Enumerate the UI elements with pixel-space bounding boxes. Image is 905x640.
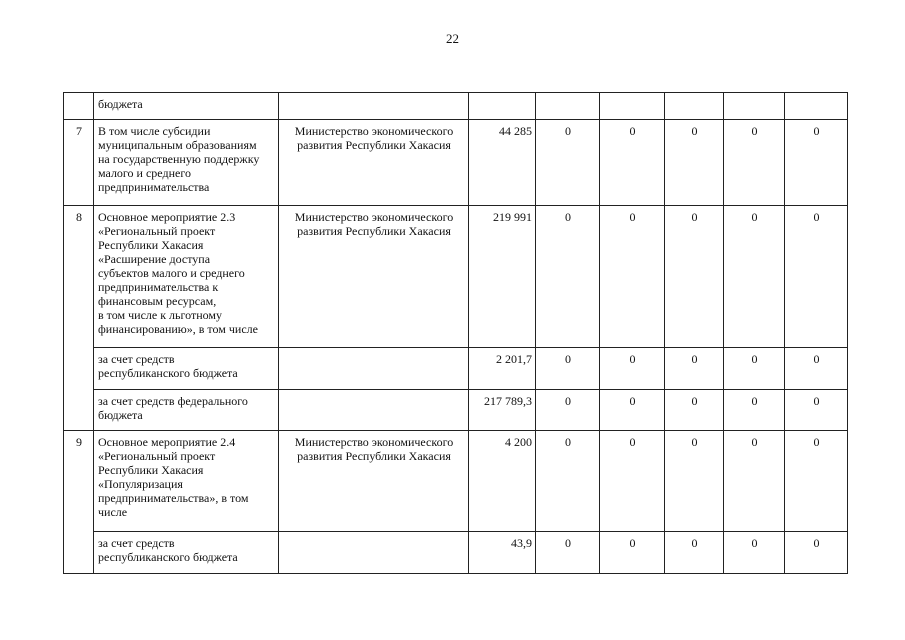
- value-cell: 0: [600, 348, 665, 390]
- value-cell: 0: [724, 206, 785, 348]
- value-cell: 0: [665, 120, 724, 206]
- value-cell: 0: [536, 206, 600, 348]
- value-cell: [665, 93, 724, 120]
- table-row: [64, 431, 848, 532]
- value-cell: 0: [665, 348, 724, 390]
- row-description: бюджета: [94, 93, 279, 120]
- row-executor: Министерство экономического развития Республики Хакасия: [279, 120, 469, 206]
- value-cell: 0: [536, 348, 600, 390]
- value-cell: 4 200: [469, 431, 536, 532]
- value-cell: 0: [724, 390, 785, 431]
- value-cell: 0: [600, 120, 665, 206]
- value-cell: 219 991: [469, 206, 536, 348]
- value-cell: 0: [600, 206, 665, 348]
- table-row: [64, 532, 848, 574]
- row-number: 9: [64, 431, 94, 574]
- table-row: [64, 390, 848, 431]
- value-cell: 0: [536, 390, 600, 431]
- value-cell: 43,9: [469, 532, 536, 574]
- value-cell: 0: [665, 532, 724, 574]
- value-cell: 0: [536, 120, 600, 206]
- row-executor: [279, 532, 469, 574]
- row-number: [64, 93, 94, 120]
- value-cell: 0: [665, 206, 724, 348]
- row-number: 7: [64, 120, 94, 206]
- value-cell: 0: [724, 431, 785, 532]
- row-executor: Министерство экономического развития Республики Хакасия: [279, 206, 469, 348]
- row-description: В том числе субсидии муниципальным образованиям на государственную поддержку малого и среднего предпринимательства: [94, 120, 279, 206]
- budget-table: [63, 92, 848, 574]
- value-cell: [469, 93, 536, 120]
- value-cell: 0: [785, 431, 848, 532]
- table-row: [64, 348, 848, 390]
- value-cell: 0: [600, 390, 665, 431]
- value-cell: 0: [785, 120, 848, 206]
- table-row: [64, 206, 848, 348]
- value-cell: 0: [724, 532, 785, 574]
- value-cell: [536, 93, 600, 120]
- row-number: 8: [64, 206, 94, 431]
- row-executor: [279, 348, 469, 390]
- value-cell: 0: [785, 532, 848, 574]
- value-cell: 0: [536, 532, 600, 574]
- value-cell: 0: [600, 431, 665, 532]
- value-cell: 217 789,3: [469, 390, 536, 431]
- value-cell: 0: [724, 348, 785, 390]
- value-cell: 0: [536, 431, 600, 532]
- row-description: Основное мероприятие 2.4 «Региональный проект Республики Хакасия «Популяризация предпринимательства», в том числе: [94, 431, 279, 532]
- value-cell: 44 285: [469, 120, 536, 206]
- page-number: 22: [446, 31, 459, 46]
- value-cell: [600, 93, 665, 120]
- value-cell: 0: [785, 390, 848, 431]
- row-description: за счет средств республиканского бюджета: [94, 348, 279, 390]
- value-cell: [785, 93, 848, 120]
- row-description: за счет средств республиканского бюджета: [94, 532, 279, 574]
- value-cell: 0: [724, 120, 785, 206]
- value-cell: 0: [785, 206, 848, 348]
- value-cell: 0: [785, 348, 848, 390]
- table-row: [64, 120, 848, 206]
- row-executor: [279, 93, 469, 120]
- value-cell: 0: [600, 532, 665, 574]
- value-cell: [724, 93, 785, 120]
- value-cell: 0: [665, 390, 724, 431]
- row-description: за счет средств федерального бюджета: [94, 390, 279, 431]
- table-row: [64, 93, 848, 120]
- value-cell: 2 201,7: [469, 348, 536, 390]
- row-description: Основное мероприятие 2.3 «Региональный проект Республики Хакасия «Расширение доступа субъектов малого и среднего предпринимательства к финансовым ресурсам, в том числе к льготному финансированию», в том числе: [94, 206, 279, 348]
- row-executor: Министерство экономического развития Республики Хакасия: [279, 431, 469, 532]
- value-cell: 0: [665, 431, 724, 532]
- row-executor: [279, 390, 469, 431]
